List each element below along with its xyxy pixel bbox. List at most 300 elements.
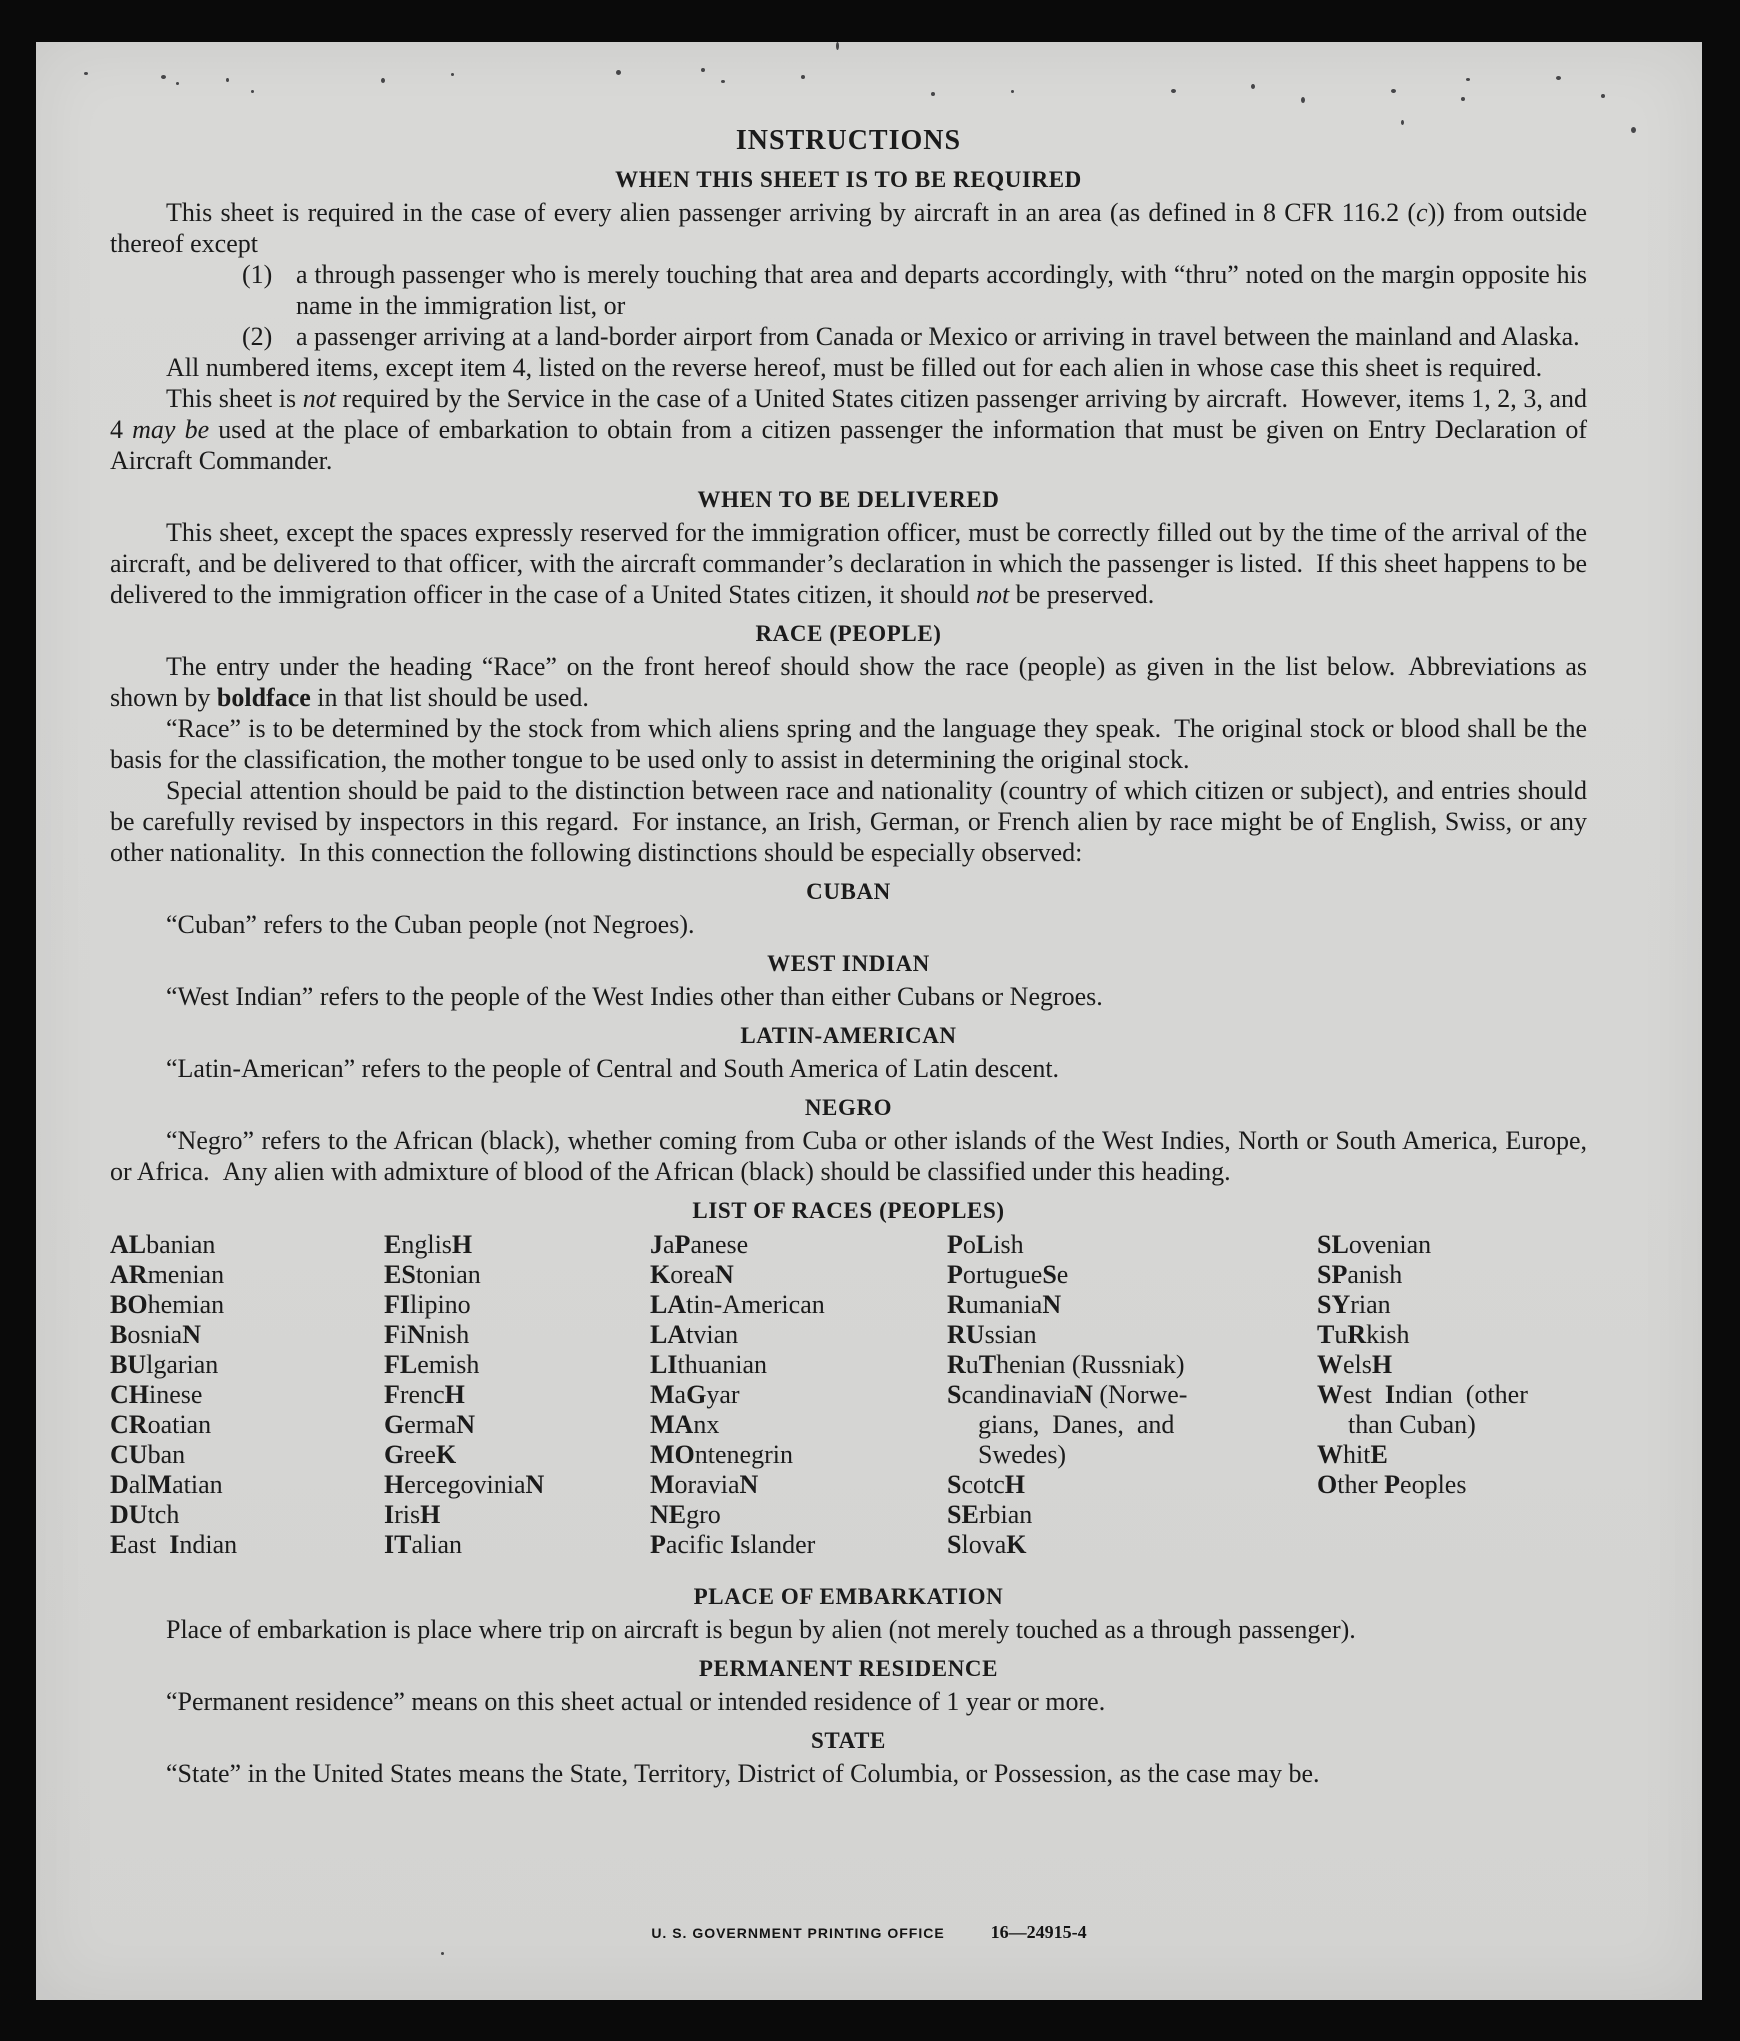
race-abbrev-run: u — [1334, 1320, 1348, 1349]
race-entry-line — [650, 1530, 947, 1560]
text-run: c — [1416, 198, 1428, 227]
ink-speck — [176, 82, 179, 85]
race-entry — [110, 1230, 384, 1260]
race-abbrev-run: K — [650, 1260, 671, 1289]
race-entry — [947, 1530, 1317, 1560]
race-abbrev-run: DU — [110, 1500, 148, 1529]
race-abbrev-run: BU — [110, 1350, 147, 1379]
race-abbrev-run: henian (Russniak) — [996, 1350, 1185, 1379]
race-abbrev-run: els — [1343, 1350, 1372, 1379]
race-abbrev-run: CR — [110, 1410, 148, 1439]
race-column — [947, 1230, 1317, 1560]
race-abbrev-run: S — [947, 1470, 962, 1499]
race-entry — [947, 1500, 1317, 1530]
race-abbrev-run: tonian — [415, 1260, 481, 1289]
race-abbrev-run: acific — [665, 1530, 731, 1559]
race-column — [1317, 1230, 1587, 1560]
race-entry — [1317, 1380, 1587, 1440]
ink-speck — [836, 42, 839, 50]
race-abbrev-run: I — [169, 1530, 180, 1559]
ink-speck — [701, 68, 705, 72]
race-abbrev-run: S — [1042, 1260, 1057, 1289]
text-run: in that list should be used. — [310, 683, 589, 712]
race-entry — [384, 1440, 650, 1470]
section-heading: WEST INDIAN — [767, 951, 930, 976]
section-heading: PERMANENT RESIDENCE — [698, 1656, 999, 1681]
race-entry — [384, 1380, 650, 1410]
text-run: required by the Service in the case of a United States citizen passenger arriving by aircraft. However, items 1, 2, 3, and 4 — [110, 384, 1587, 444]
race-entry — [110, 1500, 384, 1530]
race-abbrev-run: rbian — [978, 1500, 1033, 1529]
race-entry-line — [110, 1290, 384, 1320]
ink-speck — [441, 1952, 444, 1955]
race-abbrev-run: emish — [417, 1350, 480, 1379]
race-abbrev-run: I — [1384, 1380, 1396, 1409]
race-entry-line — [1317, 1260, 1587, 1290]
race-abbrev-run: L — [975, 1230, 994, 1259]
race-abbrev-run: P — [1384, 1470, 1401, 1499]
race-abbrev-run: E — [110, 1530, 128, 1559]
race-abbrev-run: P — [650, 1530, 666, 1559]
race-entry-line — [384, 1470, 650, 1500]
race-abbrev-run: ish — [993, 1230, 1024, 1259]
race-abbrev-run: than Cuban) — [1348, 1410, 1476, 1439]
printing-office-label: U. S. GOVERNMENT PRINTING OFFICE — [651, 1925, 945, 1941]
ink-speck — [1391, 89, 1396, 93]
race-abbrev-run: lgarian — [146, 1350, 219, 1379]
race-abbrev-run: BO — [110, 1290, 148, 1319]
race-entry — [650, 1500, 947, 1530]
race-abbrev-run: LA — [650, 1320, 687, 1349]
race-abbrev-run: hit — [1343, 1440, 1371, 1469]
race-abbrev-run: E — [1370, 1440, 1388, 1469]
race-entry-line — [947, 1410, 1317, 1440]
paragraph — [110, 651, 1587, 713]
paragraph — [110, 383, 1587, 476]
race-entry-line — [947, 1290, 1317, 1320]
race-abbrev-run: I — [384, 1500, 395, 1529]
race-abbrev-run: R — [947, 1350, 966, 1379]
race-abbrev-run: rian — [1350, 1290, 1391, 1319]
section-heading: PLACE OF EMBARKATION — [693, 1584, 1004, 1609]
race-entry — [384, 1530, 650, 1560]
text-run: “Cuban” refers to the Cuban people (not Negroes). — [166, 910, 695, 939]
race-entry — [384, 1230, 650, 1260]
race-abbrev-run: i — [399, 1320, 408, 1349]
race-abbrev-run: MO — [650, 1440, 695, 1469]
race-abbrev-run: est — [1343, 1380, 1385, 1409]
text-run: Place of embarkation is place where trip on aircraft is begun by alien (not merely touched as a through passenger). — [166, 1615, 1356, 1644]
race-entry-line — [1317, 1230, 1587, 1260]
race-abbrev-run: ntenegrin — [694, 1440, 793, 1469]
race-abbrev-run: AL — [110, 1230, 147, 1259]
race-entry — [1317, 1260, 1587, 1290]
text-run: may be — [132, 415, 210, 444]
race-abbrev-run: IT — [384, 1530, 412, 1559]
race-entry — [947, 1380, 1317, 1470]
races-list — [110, 1230, 1587, 1560]
race-entry-line — [384, 1230, 650, 1260]
ink-speck — [161, 75, 166, 79]
paragraph — [110, 1686, 1587, 1717]
race-entry-line — [110, 1470, 384, 1500]
race-abbrev-run: a — [674, 1380, 687, 1409]
race-entry — [384, 1470, 650, 1500]
ink-speck — [226, 78, 229, 82]
race-entry — [947, 1230, 1317, 1260]
race-abbrev-run: ther — [1337, 1470, 1385, 1499]
race-abbrev-run: D — [110, 1470, 129, 1499]
race-entry — [1317, 1290, 1587, 1320]
race-abbrev-run: eoples — [1400, 1470, 1467, 1499]
race-abbrev-run: ovenian — [1348, 1230, 1432, 1259]
race-entry-line — [384, 1380, 650, 1410]
race-abbrev-run: M — [650, 1470, 675, 1499]
text-run: This sheet is required in the case of every alien passenger arriving by aircraft in an area (as defined in 8 CFR 116.2 ( — [166, 198, 1417, 227]
race-entry-line — [947, 1230, 1317, 1260]
race-abbrev-run: Swedes) — [978, 1440, 1067, 1469]
race-abbrev-run: banian — [146, 1230, 216, 1259]
item-number: (2) — [242, 322, 273, 351]
race-entry — [650, 1320, 947, 1350]
text-run: a passenger arriving at a land-border airport from Canada or Mexico or arriving in travel between the mainland and Alaska. — [296, 322, 1580, 351]
paragraph — [110, 1125, 1587, 1187]
race-abbrev-run: H — [451, 1230, 473, 1259]
race-entry-line — [650, 1260, 947, 1290]
race-abbrev-run: LA — [650, 1290, 687, 1319]
race-abbrev-run: I — [730, 1530, 741, 1559]
race-abbrev-run: LI — [650, 1350, 678, 1379]
race-entry-line — [1317, 1470, 1587, 1500]
text-run: )) from outside thereof except — [110, 198, 1587, 258]
race-abbrev-run: P — [947, 1260, 963, 1289]
race-entry-line — [384, 1350, 650, 1380]
race-abbrev-run: H — [420, 1500, 441, 1529]
race-abbrev-run: S — [947, 1380, 962, 1409]
ink-speck — [381, 78, 385, 83]
race-abbrev-run: G — [384, 1440, 405, 1469]
race-abbrev-run: orea — [670, 1260, 715, 1289]
race-abbrev-run: K — [435, 1440, 457, 1469]
ink-speck — [1251, 84, 1255, 89]
race-abbrev-run: e — [1056, 1260, 1069, 1289]
race-entry-line — [650, 1320, 947, 1350]
race-entry-line — [110, 1440, 384, 1470]
race-abbrev-run: SL — [1317, 1230, 1349, 1259]
race-entry — [384, 1260, 650, 1290]
race-entry — [650, 1260, 947, 1290]
race-entry-line — [650, 1440, 947, 1470]
race-entry-line — [110, 1500, 384, 1530]
race-column — [650, 1230, 947, 1560]
race-entry-line — [650, 1350, 947, 1380]
race-entry-line — [384, 1440, 650, 1470]
race-abbrev-run: osnia — [127, 1320, 183, 1349]
paragraph — [110, 775, 1587, 868]
ink-speck — [1171, 89, 1176, 93]
race-entry — [947, 1290, 1317, 1320]
ink-speck — [1301, 97, 1305, 103]
race-abbrev-run: H — [1371, 1350, 1393, 1379]
ink-speck — [1556, 76, 1561, 80]
race-abbrev-run: S — [947, 1530, 962, 1559]
race-entry-line — [947, 1470, 1317, 1500]
race-entry — [384, 1410, 650, 1440]
race-abbrev-run: E — [384, 1230, 402, 1259]
print-code: 16—24915-4 — [990, 1922, 1087, 1942]
text-run: a through passenger who is merely touching that area and departs accordingly, with “thru” noted on the margin opposite his name in the immigration list, or — [296, 260, 1587, 320]
race-entry-line — [947, 1440, 1317, 1470]
race-abbrev-run: M — [147, 1470, 173, 1499]
race-abbrev-run: W — [1317, 1350, 1343, 1379]
item-text — [296, 321, 1587, 352]
race-abbrev-run: menian — [147, 1260, 225, 1289]
section-heading: CUBAN — [806, 879, 891, 904]
numbered-item — [110, 321, 1587, 352]
race-entry-line — [384, 1500, 650, 1530]
paragraph — [110, 1758, 1587, 1789]
section-heading: LIST OF RACES (PEOPLES) — [692, 1198, 1005, 1223]
race-entry — [1317, 1350, 1587, 1380]
race-abbrev-run: oravia — [674, 1470, 740, 1499]
race-entry-line — [384, 1530, 650, 1560]
ink-speck — [721, 80, 725, 83]
race-abbrev-run: K — [1006, 1530, 1027, 1559]
ink-speck — [1466, 78, 1470, 81]
race-abbrev-run: H — [384, 1470, 405, 1499]
race-entry-line — [650, 1470, 947, 1500]
race-entry-line — [110, 1530, 384, 1560]
race-entry-line — [1317, 1380, 1587, 1410]
race-abbrev-run: SP — [1317, 1260, 1348, 1289]
paragraph — [110, 197, 1587, 259]
race-entry — [384, 1500, 650, 1530]
race-abbrev-run: FL — [384, 1350, 418, 1379]
race-abbrev-run: FI — [384, 1290, 410, 1319]
race-abbrev-run: inese — [149, 1380, 203, 1409]
race-abbrev-run: O — [1317, 1470, 1338, 1499]
race-abbrev-run: J — [650, 1230, 663, 1259]
race-entry-line — [947, 1350, 1317, 1380]
ink-speck — [84, 72, 88, 75]
ink-speck — [251, 90, 254, 93]
race-entry — [384, 1320, 650, 1350]
race-abbrev-run: F — [384, 1380, 400, 1409]
race-entry — [947, 1350, 1317, 1380]
race-entry — [110, 1320, 384, 1350]
race-entry — [110, 1440, 384, 1470]
text-run: “State” in the United States means the State, Territory, District of Columbia, or Possession, as the case may be. — [166, 1759, 1320, 1788]
race-column — [384, 1230, 650, 1560]
race-abbrev-run: slander — [740, 1530, 816, 1559]
race-abbrev-run: RU — [947, 1320, 985, 1349]
race-abbrev-run: ortugue — [962, 1260, 1043, 1289]
race-abbrev-run: R — [947, 1290, 966, 1319]
section-heading: WHEN THIS SHEET IS TO BE REQUIRED — [615, 167, 1082, 192]
race-abbrev-run: T — [1317, 1320, 1335, 1349]
race-abbrev-run: F — [384, 1320, 400, 1349]
race-entry — [1317, 1440, 1587, 1470]
race-entry — [110, 1380, 384, 1410]
section-heading: NEGRO — [804, 1095, 893, 1120]
race-abbrev-run: SE — [947, 1500, 979, 1529]
race-entry-line — [1317, 1290, 1587, 1320]
race-abbrev-run: renc — [399, 1380, 445, 1409]
ink-speck — [1601, 94, 1605, 98]
race-abbrev-run: erma — [404, 1410, 457, 1439]
text-run: “Race” is to be determined by the stock from which aliens spring and the language they speak. The original stock or blood shall be the basis for the classification, the mother tongue to be used only to assist in determining the original stock. — [110, 714, 1587, 774]
race-abbrev-run: N — [182, 1320, 202, 1349]
race-entry-line — [110, 1230, 384, 1260]
paragraph — [110, 517, 1587, 610]
ink-speck — [1461, 97, 1465, 101]
race-entry-line — [1317, 1440, 1587, 1470]
race-abbrev-run: SY — [1317, 1290, 1351, 1319]
race-entry-line — [110, 1350, 384, 1380]
race-entry — [650, 1470, 947, 1500]
race-entry-line — [110, 1320, 384, 1350]
race-entry — [384, 1350, 650, 1380]
text-run: be preserved. — [1009, 580, 1155, 609]
race-abbrev-run: ban — [147, 1440, 186, 1469]
text-run: not — [975, 580, 1010, 609]
race-entry — [650, 1440, 947, 1470]
race-abbrev-run: N — [525, 1470, 545, 1499]
section-heading: STATE — [810, 1728, 886, 1753]
race-abbrev-run: ndian (other — [1395, 1380, 1528, 1409]
race-abbrev-run: tin-American — [686, 1290, 825, 1319]
text-run: “Latin-American” refers to the people of Central and South America of Latin descent. — [166, 1054, 1060, 1083]
paragraph — [110, 713, 1587, 775]
race-entry-line — [384, 1260, 650, 1290]
race-abbrev-run: N — [1074, 1380, 1093, 1409]
race-column — [110, 1230, 384, 1560]
race-entry-line — [650, 1230, 947, 1260]
paragraph — [110, 352, 1587, 383]
race-abbrev-run: N — [714, 1260, 734, 1289]
race-entry — [110, 1530, 384, 1560]
race-abbrev-run: NE — [650, 1500, 687, 1529]
instruction-sheet — [36, 42, 1702, 2000]
race-abbrev-run: G — [384, 1410, 405, 1439]
race-entry-line — [650, 1380, 947, 1410]
race-abbrev-run: ris — [394, 1500, 421, 1529]
ink-speck — [451, 73, 454, 76]
race-entry-line — [1317, 1320, 1587, 1350]
ink-speck — [616, 70, 621, 75]
ink-speck — [801, 75, 805, 79]
race-abbrev-run: gro — [686, 1500, 721, 1529]
race-entry-line — [650, 1500, 947, 1530]
race-abbrev-run: W — [1317, 1440, 1343, 1469]
paragraph — [110, 909, 1587, 940]
race-abbrev-run: N — [456, 1410, 475, 1439]
race-abbrev-run: (Norwe- — [1092, 1380, 1188, 1409]
race-abbrev-run: H — [444, 1380, 465, 1409]
race-abbrev-run: umania — [965, 1290, 1043, 1319]
race-entry-line — [947, 1500, 1317, 1530]
document-body — [110, 126, 1587, 1789]
race-abbrev-run: o — [962, 1230, 976, 1259]
text-run: “West Indian” refers to the people of the West Indies other than either Cubans or Negroes. — [166, 982, 1103, 1011]
race-entry — [384, 1290, 650, 1320]
race-abbrev-run: nish — [425, 1320, 470, 1349]
race-abbrev-run: lova — [961, 1530, 1007, 1559]
race-entry — [650, 1380, 947, 1410]
paragraph — [110, 1053, 1587, 1084]
race-entry — [1317, 1230, 1587, 1260]
race-abbrev-run: tch — [147, 1500, 180, 1529]
race-abbrev-run: P — [947, 1230, 963, 1259]
section-heading: WHEN TO BE DELIVERED — [697, 487, 1000, 512]
race-abbrev-run: yar — [706, 1380, 740, 1409]
race-abbrev-run: nglis — [401, 1230, 452, 1259]
race-abbrev-run: alian — [411, 1530, 462, 1559]
text-run: Special attention should be paid to the distinction between race and nationality (country of which citizen or subject), and entries should be carefully revised by inspectors in this regard. For instance, an Irish, German, or French alien by race might be of English, Swiss, or any other nationality. In this connection the following distinctions should be especially observed: — [110, 776, 1587, 867]
race-abbrev-run: ndian — [179, 1530, 238, 1559]
race-entry-line — [384, 1320, 650, 1350]
race-abbrev-run: MA — [650, 1410, 694, 1439]
text-run: All numbered items, except item 4, listed on the reverse hereof, must be filled out for each alien in whose case this sheet is required. — [166, 353, 1543, 382]
race-abbrev-run: ree — [404, 1440, 436, 1469]
ink-speck — [1401, 120, 1404, 125]
race-abbrev-run: B — [110, 1320, 128, 1349]
race-entry-line — [650, 1290, 947, 1320]
race-entry — [1317, 1320, 1587, 1350]
paragraph — [110, 981, 1587, 1012]
race-entry-line — [947, 1380, 1317, 1410]
race-abbrev-run: ES — [384, 1260, 416, 1289]
race-abbrev-run: thuanian — [677, 1350, 767, 1379]
paragraph — [110, 1614, 1587, 1645]
race-entry-line — [384, 1410, 650, 1440]
document-title: INSTRUCTIONS — [735, 125, 962, 156]
text-run: This sheet is — [166, 384, 303, 413]
section-heading: RACE (PEOPLE) — [755, 621, 942, 646]
race-entry — [1317, 1470, 1587, 1500]
race-abbrev-run: anese — [690, 1230, 749, 1259]
race-entry — [650, 1290, 947, 1320]
race-entry-line — [110, 1260, 384, 1290]
race-abbrev-run: a — [663, 1230, 675, 1259]
race-abbrev-run: CH — [110, 1380, 149, 1409]
race-abbrev-run: atian — [172, 1470, 223, 1499]
race-abbrev-run: ast — [127, 1530, 170, 1559]
race-abbrev-run: al — [128, 1470, 148, 1499]
race-abbrev-run: tvian — [686, 1320, 739, 1349]
race-abbrev-run: oatian — [147, 1410, 212, 1439]
text-run: “Negro” refers to the African (black), whether coming from Cuba or other islands of the West Indies, North or South America, Europe, or Africa. Any alien with admixture of blood of the African (black) should be classified under this heading. — [110, 1126, 1587, 1186]
text-run: used at the place of embarkation to obtain from a citizen passenger the information that must be given on Entry Declaration of Aircraft Commander. — [110, 415, 1587, 475]
race-entry-line — [110, 1410, 384, 1440]
race-abbrev-run: N — [407, 1320, 426, 1349]
race-entry-line — [947, 1530, 1317, 1560]
ink-speck — [1631, 127, 1636, 133]
race-abbrev-run: P — [674, 1230, 691, 1259]
race-entry — [110, 1470, 384, 1500]
section-heading: LATIN-AMERICAN — [740, 1023, 957, 1048]
race-entry — [110, 1260, 384, 1290]
race-entry-line — [947, 1260, 1317, 1290]
race-abbrev-run: hemian — [147, 1290, 225, 1319]
race-entry-line — [1317, 1410, 1587, 1440]
race-abbrev-run: CU — [110, 1440, 148, 1469]
race-abbrev-run: ercegovinia — [404, 1470, 526, 1499]
text-run: “Permanent residence” means on this sheet actual or intended residence of 1 year or more. — [166, 1687, 1106, 1716]
race-entry — [650, 1530, 947, 1560]
race-abbrev-run: candinavia — [961, 1380, 1075, 1409]
item-number: (1) — [242, 260, 273, 289]
